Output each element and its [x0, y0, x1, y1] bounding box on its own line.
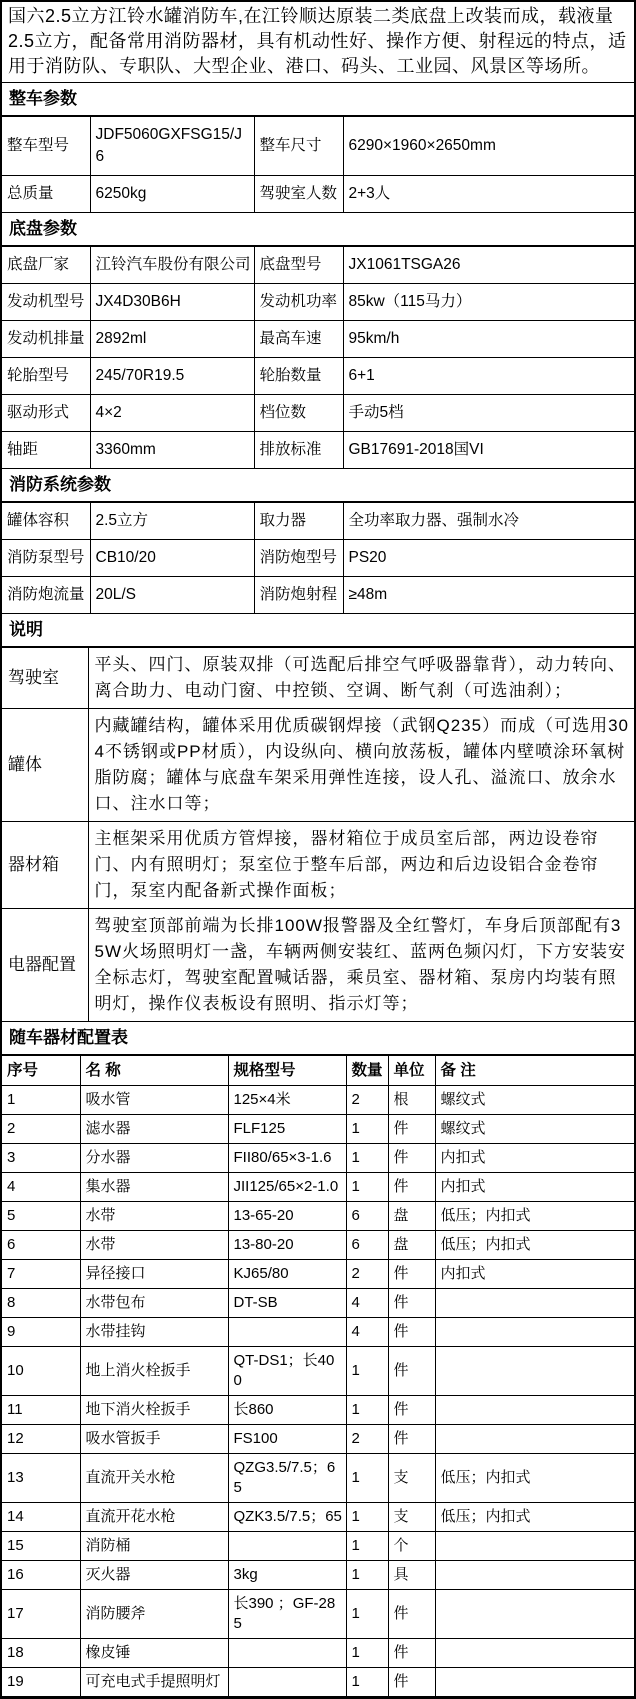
- param-label-cell: 轮胎数量: [254, 358, 343, 395]
- name-cell: 橡皮锤: [80, 1639, 228, 1668]
- name-cell: 灭火器: [80, 1561, 228, 1590]
- qty-cell: 1: [346, 1144, 388, 1173]
- remark-cell: 螺纹式: [435, 1086, 634, 1115]
- qty-cell: 1: [346, 1396, 388, 1425]
- param-value-cell: 2892ml: [90, 321, 254, 358]
- table-row: [2, 1347, 634, 1396]
- col-header-seq: 序号: [2, 1056, 80, 1086]
- param-value-cell: 4×2: [90, 395, 254, 432]
- table-row: [2, 1396, 634, 1425]
- table-row: [2, 1668, 634, 1697]
- seq-cell: 9: [2, 1318, 80, 1347]
- table-row: [2, 321, 634, 358]
- unit-cell: 盘: [388, 1202, 435, 1231]
- seq-cell: 11: [2, 1396, 80, 1425]
- unit-cell: 盘: [388, 1231, 435, 1260]
- unit-cell: 件: [388, 1144, 435, 1173]
- qty-cell: 1: [346, 1590, 388, 1639]
- param-value-cell: 6250kg: [90, 176, 254, 213]
- param-value-cell: GB17691-2018国VI: [343, 432, 634, 469]
- param-label-cell: 消防炮射程: [254, 577, 343, 614]
- table-row: [2, 577, 634, 614]
- unit-cell: 件: [388, 1318, 435, 1347]
- param-value-cell: JX4D30B6H: [90, 284, 254, 321]
- table-row: [2, 1425, 634, 1454]
- seq-cell: 4: [2, 1173, 80, 1202]
- param-value-cell: 20L/S: [90, 577, 254, 614]
- param-value-cell: 手动5档: [343, 395, 634, 432]
- note-text-cell: 驾驶室顶部前端为长排100W报警器及全红警灯，车身后顶部配有35W火场照明灯一盏，车辆两侧安装红、蓝两色频闪灯，下方安装安全标志灯，驾驶室配置喊话器，乘员室、器材箱、泵房内均装有照明灯，操作仪表板设有照明、指示灯等；: [88, 909, 634, 1022]
- qty-cell: 1: [346, 1173, 388, 1202]
- name-cell: 水带挂钩: [80, 1318, 228, 1347]
- name-cell: 直流开花水枪: [80, 1503, 228, 1532]
- seq-cell: 15: [2, 1532, 80, 1561]
- table-row: [2, 1532, 634, 1561]
- col-header-qty: 数量: [346, 1056, 388, 1086]
- equipment-table: [2, 1055, 634, 1697]
- remark-cell: [435, 1289, 634, 1318]
- table-row: [2, 1561, 634, 1590]
- vehicle-params-table: [2, 116, 634, 213]
- seq-cell: 6: [2, 1231, 80, 1260]
- remark-cell: 内扣式: [435, 1173, 634, 1202]
- remark-cell: 低压；内扣式: [435, 1454, 634, 1503]
- remark-cell: [435, 1668, 634, 1697]
- name-cell: 地下消火栓扳手: [80, 1396, 228, 1425]
- table-row: [2, 1289, 634, 1318]
- param-value-cell: JDF5060GXFSG15/J6: [90, 117, 254, 176]
- remark-cell: 低压；内扣式: [435, 1231, 634, 1260]
- model-cell: 13-80-20: [228, 1231, 346, 1260]
- table-row: [2, 1260, 634, 1289]
- param-label-cell: 整车尺寸: [254, 117, 343, 176]
- name-cell: 吸水管: [80, 1086, 228, 1115]
- table-row: [2, 395, 634, 432]
- table-row: [2, 909, 634, 1022]
- qty-cell: 1: [346, 1503, 388, 1532]
- qty-cell: 1: [346, 1115, 388, 1144]
- section-title-equipment: 随车器材配置表: [2, 1022, 634, 1055]
- param-value-cell: 85kw（115马力）: [343, 284, 634, 321]
- qty-cell: 6: [346, 1202, 388, 1231]
- equipment-header-row: [2, 1056, 634, 1086]
- param-value-cell: 6+1: [343, 358, 634, 395]
- param-label-cell: 驱动形式: [2, 395, 90, 432]
- unit-cell: 件: [388, 1590, 435, 1639]
- col-header-model: 规格型号: [228, 1056, 346, 1086]
- col-header-unit: 单位: [388, 1056, 435, 1086]
- name-cell: 消防桶: [80, 1532, 228, 1561]
- remark-cell: 低压；内扣式: [435, 1503, 634, 1532]
- table-row: [2, 1639, 634, 1668]
- note-text-cell: 平头、四门、原装双排（可选配后排空气呼吸器靠背），动力转向、离合助力、电动门窗、中控锁、空调、断气刹（可选油刹）；: [88, 648, 634, 709]
- model-cell: 长860: [228, 1396, 346, 1425]
- table-row: [2, 432, 634, 469]
- name-cell: 直流开关水枪: [80, 1454, 228, 1503]
- table-row: [2, 1202, 634, 1231]
- unit-cell: 支: [388, 1503, 435, 1532]
- section-title-chassis-params: 底盘参数: [2, 213, 634, 246]
- table-row: [2, 1173, 634, 1202]
- table-row: [2, 1318, 634, 1347]
- seq-cell: 5: [2, 1202, 80, 1231]
- remark-cell: [435, 1532, 634, 1561]
- name-cell: 水带: [80, 1231, 228, 1260]
- table-row: [2, 1503, 634, 1532]
- table-row: [2, 540, 634, 577]
- remark-cell: [435, 1590, 634, 1639]
- table-row: [2, 1231, 634, 1260]
- table-row: [2, 1086, 634, 1115]
- model-cell: KJ65/80: [228, 1260, 346, 1289]
- model-cell: FII80/65×3-1.6: [228, 1144, 346, 1173]
- remark-cell: [435, 1318, 634, 1347]
- param-value-cell: 3360mm: [90, 432, 254, 469]
- seq-cell: 13: [2, 1454, 80, 1503]
- qty-cell: 1: [346, 1561, 388, 1590]
- remark-cell: [435, 1347, 634, 1396]
- table-row: [2, 1454, 634, 1503]
- qty-cell: 4: [346, 1289, 388, 1318]
- param-value-cell: 2+3人: [343, 176, 634, 213]
- intro-paragraph: 国六2.5立方江铃水罐消防车,在江铃顺达原装二类底盘上改装而成，载液量2.5立方，配备常用消防器材，具有机动性好、操作方便、射程远的特点，适用于消防队、专职队、大型企业、港口、码头、工业园、风景区等场所。: [2, 2, 634, 83]
- seq-cell: 8: [2, 1289, 80, 1318]
- chassis-params-table: [2, 246, 634, 469]
- seq-cell: 16: [2, 1561, 80, 1590]
- param-value-cell: ≥48m: [343, 577, 634, 614]
- fire-system-params-table: [2, 502, 634, 614]
- model-cell: 3kg: [228, 1561, 346, 1590]
- param-label-cell: 排放标准: [254, 432, 343, 469]
- qty-cell: 4: [346, 1318, 388, 1347]
- unit-cell: 件: [388, 1115, 435, 1144]
- name-cell: 水带包布: [80, 1289, 228, 1318]
- table-row: [2, 1590, 634, 1639]
- model-cell: FLF125: [228, 1115, 346, 1144]
- param-value-cell: PS20: [343, 540, 634, 577]
- note-label-cell: 电器配置: [2, 909, 88, 1022]
- param-value-cell: JX1061TSGA26: [343, 247, 634, 284]
- table-row: [2, 1115, 634, 1144]
- name-cell: 滤水器: [80, 1115, 228, 1144]
- param-label-cell: 驾驶室人数: [254, 176, 343, 213]
- model-cell: QT-DS1；长400: [228, 1347, 346, 1396]
- table-row: [2, 284, 634, 321]
- param-label-cell: 取力器: [254, 503, 343, 540]
- table-row: [2, 648, 634, 709]
- unit-cell: 件: [388, 1347, 435, 1396]
- notes-table: [2, 647, 634, 1022]
- model-cell: QZK3.5/7.5；65: [228, 1503, 346, 1532]
- qty-cell: 2: [346, 1425, 388, 1454]
- note-text-cell: 主框架采用优质方管焊接，器材箱位于成员室后部，两边设卷帘门、内有照明灯；泵室位于整车后部，两边和后边设铝合金卷帘门，泵室内配备新式操作面板；: [88, 822, 634, 909]
- table-row: [2, 709, 634, 822]
- name-cell: 地上消火栓扳手: [80, 1347, 228, 1396]
- model-cell: DT-SB: [228, 1289, 346, 1318]
- model-cell: 13-65-20: [228, 1202, 346, 1231]
- seq-cell: 2: [2, 1115, 80, 1144]
- table-row: [2, 822, 634, 909]
- table-row: [2, 247, 634, 284]
- unit-cell: 个: [388, 1532, 435, 1561]
- qty-cell: 1: [346, 1454, 388, 1503]
- remark-cell: 内扣式: [435, 1260, 634, 1289]
- param-label-cell: 发动机功率: [254, 284, 343, 321]
- unit-cell: 件: [388, 1260, 435, 1289]
- param-value-cell: 95km/h: [343, 321, 634, 358]
- note-label-cell: 罐体: [2, 709, 88, 822]
- table-row: [2, 503, 634, 540]
- unit-cell: 具: [388, 1561, 435, 1590]
- note-label-cell: 驾驶室: [2, 648, 88, 709]
- model-cell: [228, 1318, 346, 1347]
- param-label-cell: 消防泵型号: [2, 540, 90, 577]
- name-cell: 水带: [80, 1202, 228, 1231]
- param-label-cell: 档位数: [254, 395, 343, 432]
- seq-cell: 14: [2, 1503, 80, 1532]
- name-cell: 分水器: [80, 1144, 228, 1173]
- model-cell: [228, 1532, 346, 1561]
- unit-cell: 根: [388, 1086, 435, 1115]
- note-text-cell: 内藏罐结构，罐体采用优质碳钢焊接（武钢Q235）而成（可选用304不锈钢或PP材质），内设纵向、横向放荡板，罐体内壁喷涂环氧树脂防腐；罐体与底盘车架采用弹性连接，设人孔、溢流口、放余水口、注水口等；: [88, 709, 634, 822]
- table-row: [2, 117, 634, 176]
- qty-cell: 2: [346, 1260, 388, 1289]
- unit-cell: 件: [388, 1668, 435, 1697]
- remark-cell: [435, 1639, 634, 1668]
- param-label-cell: 罐体容积: [2, 503, 90, 540]
- qty-cell: 1: [346, 1532, 388, 1561]
- section-title-notes: 说明: [2, 614, 634, 647]
- qty-cell: 1: [346, 1639, 388, 1668]
- table-row: [2, 1144, 634, 1173]
- unit-cell: 件: [388, 1639, 435, 1668]
- remark-cell: 低压；内扣式: [435, 1202, 634, 1231]
- param-value-cell: 2.5立方: [90, 503, 254, 540]
- name-cell: 异径接口: [80, 1260, 228, 1289]
- table-row: [2, 358, 634, 395]
- qty-cell: 6: [346, 1231, 388, 1260]
- param-label-cell: 底盘厂家: [2, 247, 90, 284]
- param-label-cell: 轴距: [2, 432, 90, 469]
- unit-cell: 件: [388, 1173, 435, 1202]
- param-label-cell: 底盘型号: [254, 247, 343, 284]
- seq-cell: 1: [2, 1086, 80, 1115]
- seq-cell: 12: [2, 1425, 80, 1454]
- model-cell: 长390 ；GF-285: [228, 1590, 346, 1639]
- remark-cell: [435, 1425, 634, 1454]
- unit-cell: 件: [388, 1425, 435, 1454]
- model-cell: [228, 1668, 346, 1697]
- col-header-name: 名 称: [80, 1056, 228, 1086]
- remark-cell: 螺纹式: [435, 1115, 634, 1144]
- model-cell: FS100: [228, 1425, 346, 1454]
- name-cell: 消防腰斧: [80, 1590, 228, 1639]
- name-cell: 可充电式手提照明灯: [80, 1668, 228, 1697]
- model-cell: QZG3.5/7.5；65: [228, 1454, 346, 1503]
- section-title-vehicle-params: 整车参数: [2, 83, 634, 116]
- col-header-remark: 备 注: [435, 1056, 634, 1086]
- seq-cell: 18: [2, 1639, 80, 1668]
- name-cell: 集水器: [80, 1173, 228, 1202]
- param-label-cell: 发动机型号: [2, 284, 90, 321]
- param-value-cell: 245/70R19.5: [90, 358, 254, 395]
- seq-cell: 19: [2, 1668, 80, 1697]
- seq-cell: 3: [2, 1144, 80, 1173]
- param-label-cell: 消防炮型号: [254, 540, 343, 577]
- seq-cell: 7: [2, 1260, 80, 1289]
- qty-cell: 1: [346, 1668, 388, 1697]
- note-label-cell: 器材箱: [2, 822, 88, 909]
- param-label-cell: 消防炮流量: [2, 577, 90, 614]
- seq-cell: 10: [2, 1347, 80, 1396]
- remark-cell: [435, 1561, 634, 1590]
- qty-cell: 2: [346, 1086, 388, 1115]
- unit-cell: 支: [388, 1454, 435, 1503]
- param-value-cell: CB10/20: [90, 540, 254, 577]
- model-cell: [228, 1639, 346, 1668]
- unit-cell: 件: [388, 1396, 435, 1425]
- param-label-cell: 整车型号: [2, 117, 90, 176]
- param-label-cell: 总质量: [2, 176, 90, 213]
- remark-cell: [435, 1396, 634, 1425]
- table-row: [2, 176, 634, 213]
- param-value-cell: 6290×1960×2650mm: [343, 117, 634, 176]
- seq-cell: 17: [2, 1590, 80, 1639]
- name-cell: 吸水管扳手: [80, 1425, 228, 1454]
- section-title-fire-system-params: 消防系统参数: [2, 469, 634, 502]
- param-label-cell: 发动机排量: [2, 321, 90, 358]
- unit-cell: 件: [388, 1289, 435, 1318]
- model-cell: JII125/65×2-1.0: [228, 1173, 346, 1202]
- qty-cell: 1: [346, 1347, 388, 1396]
- model-cell: 125×4米: [228, 1086, 346, 1115]
- param-label-cell: 轮胎型号: [2, 358, 90, 395]
- remark-cell: 内扣式: [435, 1144, 634, 1173]
- param-value-cell: 全功率取力器、强制水冷: [343, 503, 634, 540]
- param-label-cell: 最高车速: [254, 321, 343, 358]
- param-value-cell: 江铃汽车股份有限公司: [90, 247, 254, 284]
